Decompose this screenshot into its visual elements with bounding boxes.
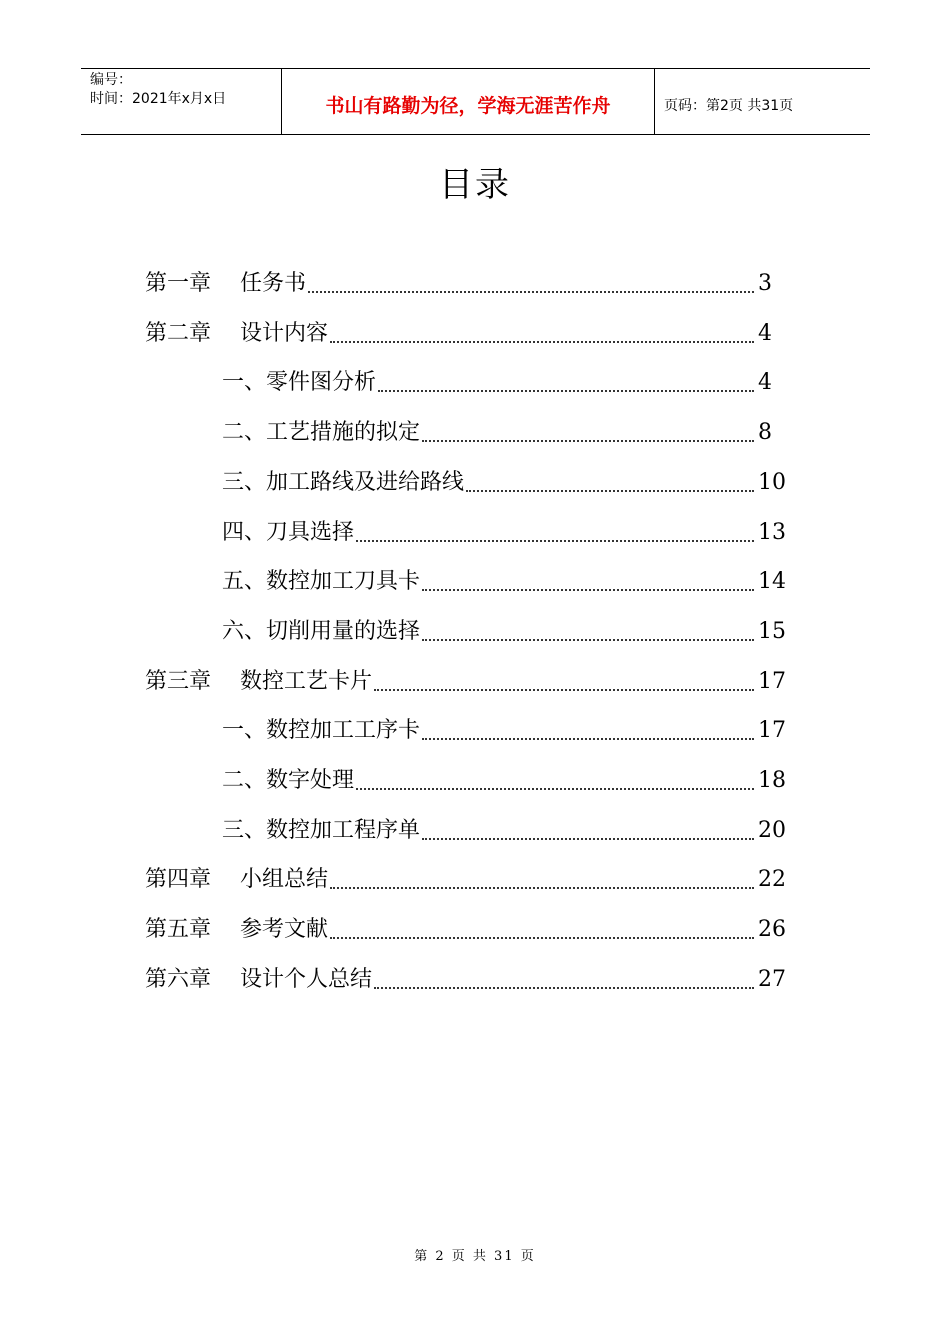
toc-entry: [0, 607, 950, 657]
toc-chapter-title: 任务书: [240, 271, 307, 296]
toc-chapter-number: 第二章: [145, 320, 212, 346]
toc-page-number: 10: [758, 469, 786, 495]
toc-leader-dots: [356, 756, 754, 790]
toc-page-number: 13: [758, 519, 786, 545]
toc-page-number: 4: [758, 320, 772, 346]
toc-entry-label: 五、数控加工刀具卡: [222, 569, 421, 595]
toc-entry-label: [145, 259, 306, 309]
toc-page-number: 8: [758, 420, 772, 446]
document-header: [81, 68, 870, 135]
toc-leader-dots: [378, 358, 754, 392]
toc-chapter-number: 第六章: [145, 966, 212, 992]
toc-entry: [0, 905, 950, 955]
toc-chapter-title: 参考文献: [240, 917, 329, 943]
toc-page-number: 18: [758, 768, 786, 793]
toc-entry: [0, 706, 950, 756]
toc-leader-dots: [422, 607, 754, 641]
toc-page-number: 17: [758, 718, 786, 744]
toc-leader-dots: [308, 259, 754, 293]
toc-chapter-number: 第一章: [145, 271, 212, 296]
toc-leader-dots: [330, 855, 754, 889]
toc-page-number: 20: [758, 817, 786, 843]
toc-page-number: 17: [758, 668, 786, 694]
toc-entry-label: 六、切削用量的选择: [222, 618, 421, 644]
toc-entry: [0, 657, 950, 707]
page-footer: 第 2 页 共 31 页: [414, 1249, 536, 1264]
toc-entry: [0, 458, 950, 508]
header-page-info: [655, 69, 870, 134]
toc-page-number: 3: [758, 271, 772, 296]
toc-chapter-number: 第四章: [145, 867, 212, 893]
toc-entry-label: 四、刀具选择: [222, 519, 355, 545]
toc-leader-dots: [330, 309, 754, 343]
header-meta: [81, 69, 282, 134]
toc-entry: [0, 756, 950, 806]
header-motto: [282, 69, 655, 134]
toc-leader-dots: [374, 657, 754, 691]
toc-entry-label: 一、零件图分析: [222, 370, 377, 396]
toc-entry: [0, 855, 950, 905]
toc-chapter-title: 设计个人总结: [240, 966, 373, 992]
toc-entry-label: [145, 955, 372, 1005]
page-info-text: 页码：第2页 共31页: [664, 97, 794, 114]
toc-entry: [0, 259, 950, 309]
toc-entry: [0, 955, 950, 1005]
toc-leader-dots: [422, 557, 754, 591]
toc-entry-label: 三、数控加工程序单: [222, 817, 421, 843]
page-title: 目录: [439, 165, 511, 205]
toc-entry: [0, 358, 950, 408]
toc-chapter-number: 第三章: [145, 668, 212, 694]
toc-entry: [0, 806, 950, 856]
toc-leader-dots: [330, 905, 754, 939]
toc-page-number: 26: [758, 917, 786, 943]
toc-entry-label: 二、数字处理: [222, 768, 355, 793]
toc-chapter-title: 数控工艺卡片: [240, 668, 373, 694]
toc-entry-label: [145, 905, 328, 955]
date-label: 时间：2021年x月x日: [90, 91, 227, 107]
toc-entry: [0, 508, 950, 558]
motto-text: 书山有路勤为径，学海无涯苦作舟: [325, 94, 611, 117]
toc-entry-label: [145, 309, 328, 359]
toc-leader-dots: [422, 408, 754, 442]
toc-chapter-number: 第五章: [145, 917, 212, 943]
toc-entry-label: 二、工艺措施的拟定: [222, 420, 421, 446]
toc-entry-label: [145, 657, 372, 707]
toc-leader-dots: [422, 806, 754, 840]
toc-leader-dots: [466, 458, 754, 492]
serial-number-label: 编号：: [90, 72, 132, 88]
toc-entry: [0, 408, 950, 458]
toc-page-number: 15: [758, 618, 786, 644]
toc-page-number: 4: [758, 370, 772, 396]
toc-chapter-title: 设计内容: [240, 320, 329, 346]
toc-chapter-title: 小组总结: [240, 867, 329, 893]
toc-entry-label: 一、数控加工工序卡: [222, 718, 421, 744]
toc-entry-label: 三、加工路线及进给路线: [222, 469, 465, 495]
toc-leader-dots: [374, 955, 754, 989]
toc-leader-dots: [356, 508, 754, 542]
toc-entry-label: [145, 855, 328, 905]
toc-leader-dots: [422, 706, 754, 740]
toc-page-number: 27: [758, 966, 786, 992]
toc-page-number: 22: [758, 867, 786, 893]
toc-page-number: 14: [758, 569, 786, 595]
toc-entry: [0, 309, 950, 359]
toc-entry: [0, 557, 950, 607]
